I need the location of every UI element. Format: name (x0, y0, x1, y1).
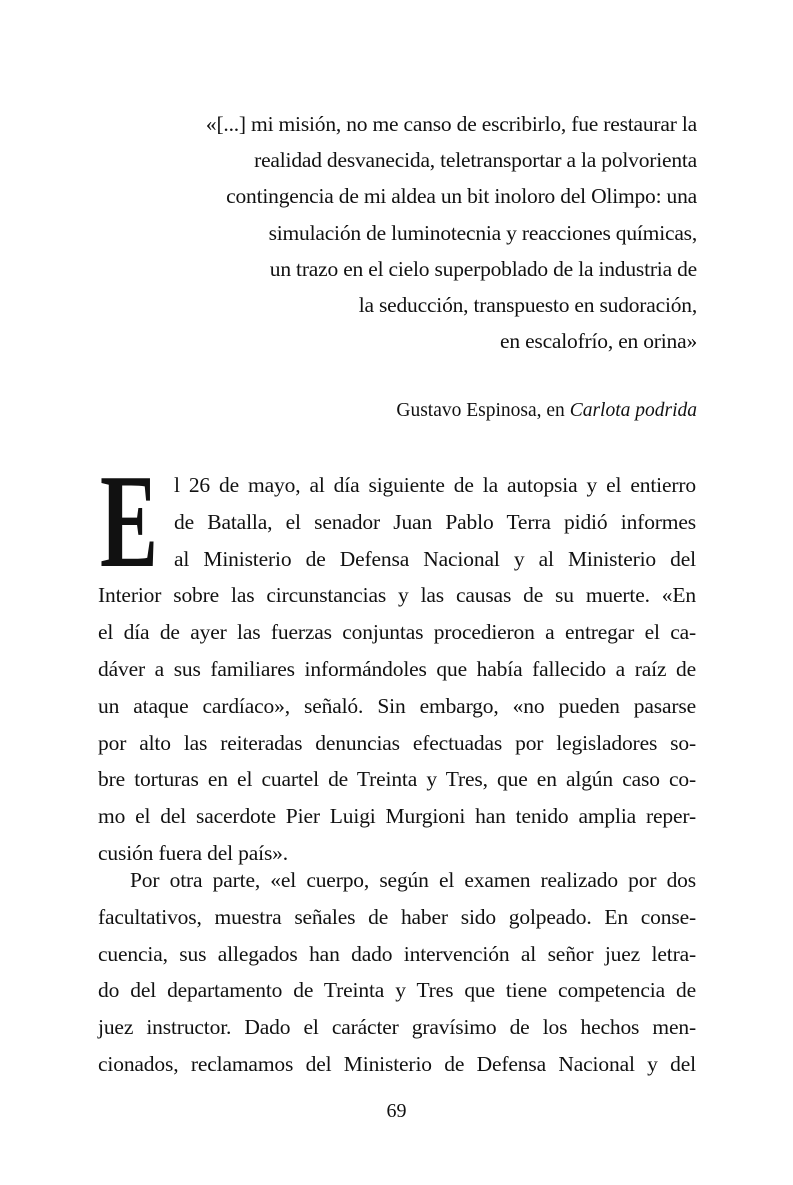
epigraph-line: contingencia de mi aldea un bit inoloro del Olimpo: una (226, 184, 697, 209)
page-number: 69 (386, 1100, 407, 1122)
paragraph-line: l 26 de mayo, al día siguiente de la autopsia y el entierro (174, 473, 696, 497)
epigraph (137, 106, 697, 359)
paragraph-line: el día de ayer las fuerzas conjuntas procedieron a entregar el ca- (98, 620, 696, 645)
paragraph-1 (98, 467, 696, 872)
paragraph-line: mo el del sacerdote Pier Luigi Murgioni han tenido amplia reper- (98, 804, 696, 829)
epigraph-attribution (396, 396, 697, 426)
paragraph-line: do del departamento de Treinta y Tres que tiene competencia de (98, 978, 696, 1003)
paragraph-line: Por otra parte, «el cuerpo, según el examen realizado por dos (130, 868, 696, 892)
paragraph-line: un ataque cardíaco», señaló. Sin embargo, «no pueden pasarse (98, 693, 696, 718)
drop-cap-letter: E (100, 447, 158, 595)
attribution-work-title: Carlota podrida (569, 400, 697, 421)
paragraph-line: facultativos, muestra señales de haber sido golpeado. En conse- (98, 904, 696, 929)
paragraph-line: de Batalla, el senador Juan Pablo Terra pidió informes (174, 509, 696, 534)
paragraph-2 (98, 862, 696, 1083)
paragraph-line: cuencia, sus allegados han dado intervención al señor juez letra- (98, 941, 696, 966)
epigraph-line: realidad desvanecida, teletransportar a la polvorienta (254, 148, 697, 173)
paragraph-line: al Ministerio de Defensa Nacional y al Ministerio del (174, 546, 696, 571)
epigraph-line: en escalofrío, en orina» (500, 329, 697, 354)
paragraph-line: por alto las reiteradas denuncias efectuadas por legisladores so- (98, 730, 696, 755)
paragraph-line: juez instructor. Dado el carácter gravísimo de los hechos men- (98, 1015, 696, 1040)
attribution-author: Gustavo Espinosa, en (396, 400, 570, 421)
paragraph-line: dáver a sus familiares informándoles que había fallecido a raíz de (98, 656, 696, 681)
epigraph-line: la seducción, transpuesto en sudoración, (358, 293, 697, 318)
epigraph-line: simulación de luminotecnia y reacciones químicas, (268, 220, 697, 245)
epigraph-line: «[...] mi misión, no me canso de escribirlo, fue restaurar la (205, 112, 697, 136)
paragraph-line: bre torturas en el cuartel de Treinta y Tres, que en algún caso co- (98, 767, 696, 792)
epigraph-line: un trazo en el cielo superpoblado de la industria de (269, 256, 697, 281)
paragraph-line: cionados, reclamamos del Ministerio de Defensa Nacional y del (98, 1051, 696, 1076)
paragraph-line: cusión fuera del país». (98, 840, 288, 865)
paragraph-line: Interior sobre las circunstancias y las causas de su muerte. «En (98, 583, 696, 608)
